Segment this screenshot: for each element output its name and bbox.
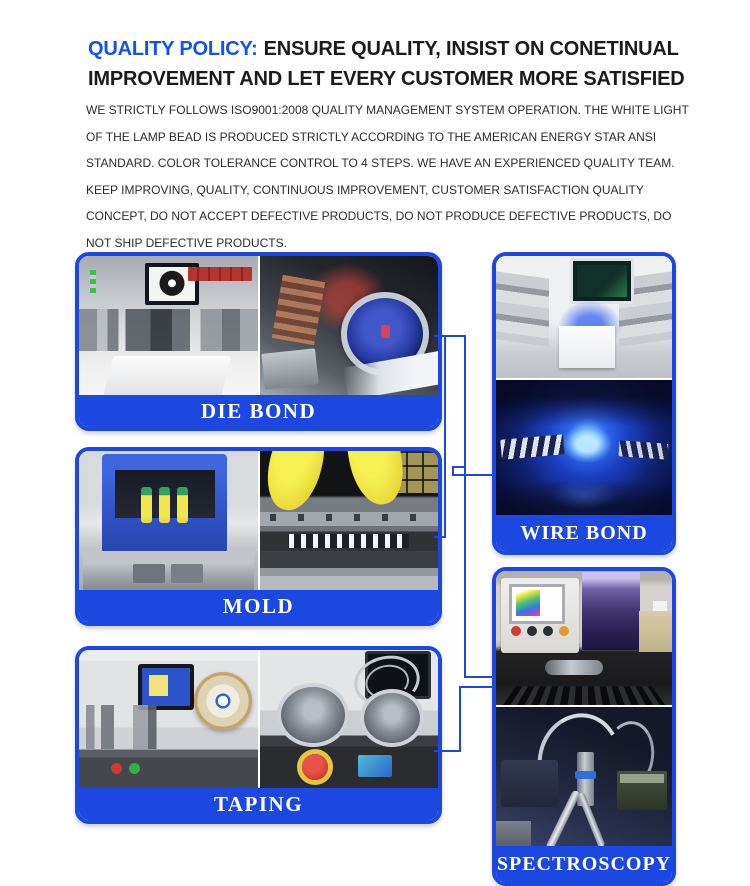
white-workbench <box>102 356 230 395</box>
spectroscopy-photo-optics-bench <box>496 707 672 846</box>
mold-photo-molding-press <box>260 451 439 590</box>
indicator-lights <box>90 270 96 296</box>
intro-paragraph: WE STRICTLY FOLLOWS ISO9001:2008 QUALITY MANAGEMENT SYSTEM OPERATION. THE WHITE LIGHT OF THE LAMP BEAD IS PRODUCED STRICTLY ACCORDING TO THE AMERICAN ENERGY STAR ANSI STANDARD. COLOR TOLERANCE CONTROL TO 4 STEPS. WE HAVE AN EXPERIENCED QUALITY TEAM. KEEP IMPROVING, QUALITY, CONTINUOUS IMPROVEMENT, CUSTOMER SATISFACTION QUALITY CONCEPT, DO NOT ACCEPT DEFECTIVE PRODUCTS, DO NOT PRODUCE DEFECTIVE PRODUCTS, DO NOT SHIP DEFECTIVE PRODUCTS. <box>86 103 689 250</box>
connector-line <box>459 686 461 752</box>
white-machine <box>559 326 615 368</box>
spectroscopy-label: SPECTROSCOPY <box>496 846 672 882</box>
connector-line <box>434 536 446 538</box>
taping-photo-reel-machine <box>79 650 258 788</box>
ribbed-floor <box>503 686 665 705</box>
spectroscopy-card <box>492 567 676 886</box>
bench-module-left <box>501 760 557 807</box>
bolt-row <box>270 514 427 521</box>
led-strip <box>288 534 409 548</box>
die-bond-photo-factory-floor <box>79 256 258 395</box>
die-bond-card <box>75 252 442 431</box>
machine-row-left <box>496 272 549 348</box>
floor-glow <box>549 480 619 510</box>
connector-line <box>464 335 466 678</box>
control-monitor <box>138 664 194 710</box>
side-desk <box>639 611 672 651</box>
die-bond-label: DIE BOND <box>79 395 438 427</box>
die-bond-photo-machine-closeup <box>260 256 439 395</box>
instrument-panel <box>501 578 578 653</box>
metal-block <box>261 348 318 390</box>
monitor-screen <box>142 668 190 706</box>
spectroscopy-photo-test-station <box>496 571 672 705</box>
vibration-bowl <box>277 683 349 747</box>
page-title-rest: ENSURE QUALITY, INSIST ON CONETINUAL IMPROVEMENT AND LET EVERY CUSTOMER MORE SATISFIED <box>88 38 685 90</box>
small-screen <box>653 601 667 611</box>
connector-line <box>452 474 492 476</box>
bench-module-right <box>617 771 666 810</box>
wire-bond-photos <box>496 256 672 515</box>
taping-photos <box>79 650 438 788</box>
glue-syringe <box>159 487 170 523</box>
vibration-bowl <box>360 689 424 747</box>
emergency-stop-button <box>302 754 328 780</box>
connector-line <box>464 676 492 678</box>
striped-rail-right <box>619 440 669 460</box>
page-title-highlight: QUALITY POLICY: <box>88 38 258 60</box>
tape-reel <box>194 672 252 730</box>
mold-label: MOLD <box>79 590 438 622</box>
mold-photos <box>79 451 438 590</box>
wire-bond-card <box>492 252 676 555</box>
control-buttons <box>111 763 122 774</box>
wire-bond-photo-uv-chamber <box>496 380 672 515</box>
connector-line <box>444 335 446 538</box>
bright-center-glow <box>563 426 611 462</box>
connector-line <box>459 686 492 688</box>
small-display <box>358 755 392 777</box>
panel-screen <box>509 584 565 625</box>
striped-rail-left <box>501 434 566 460</box>
machine-row <box>79 309 258 351</box>
connector-line <box>434 335 466 337</box>
wire-bond-photo-cleanroom <box>496 256 672 378</box>
overhead-monitor <box>570 258 634 304</box>
glue-syringe <box>141 487 152 523</box>
machine-base <box>83 551 254 590</box>
page-title <box>88 34 710 94</box>
glue-syringe <box>177 487 188 523</box>
connector-line <box>452 466 466 468</box>
metal-cylinder <box>545 660 603 675</box>
red-wall-banner <box>188 267 252 281</box>
taping-photo-bowl-feeders <box>260 650 439 788</box>
yellow-glove <box>339 451 410 510</box>
corner-block <box>496 821 531 846</box>
leadframe-strip <box>272 275 325 345</box>
machine-parts <box>86 705 193 749</box>
color-chart <box>516 590 540 616</box>
panel-buttons <box>511 626 521 636</box>
material-trays <box>133 564 165 583</box>
test-chamber <box>582 572 640 650</box>
spectroscopy-photos <box>496 571 672 846</box>
connector-line <box>434 750 461 752</box>
taping-card <box>75 646 442 824</box>
wire-bond-label: WIRE BOND <box>496 515 672 551</box>
mold-photo-dispenser-machine <box>79 451 258 590</box>
yellow-glove <box>260 451 334 516</box>
die-bond-photos <box>79 256 438 395</box>
mold-card <box>75 447 442 626</box>
taping-label: TAPING <box>79 788 438 820</box>
